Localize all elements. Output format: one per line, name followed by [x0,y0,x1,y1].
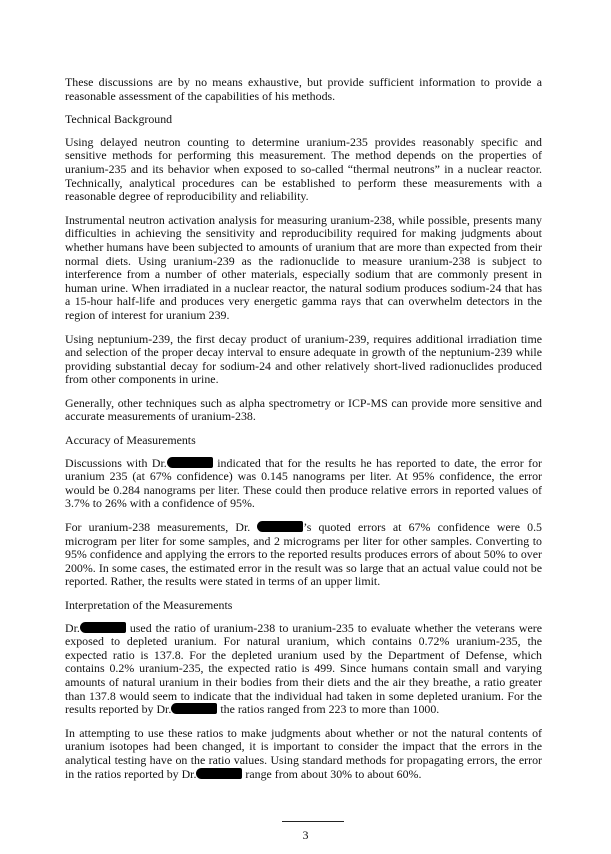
text: For uranium-238 measurements, Dr. [65,520,258,535]
text: Dr. [65,620,80,635]
paragraph: Generally, other techniques such as alpha spectrometry or ICP-MS can provide more sensitive and accurate measurements of uranium-238. [65,395,542,424]
paragraph: Using neptunium-239, the first decay product of uranium-239, requires additional irradiation time and selection of the proper decay interval to ensure adequate in growth of the neptunium-239 while providing substantial decay for sodium-24 and other relatively short-lived radionuclides produced from other components in urine. [65,331,542,387]
paragraph: Using delayed neutron counting to determine uranium-235 provides reasonably specific and sensitive methods for performing this measurement. The method depends on the properties of uranium-235 and its behavior when exposed to so-called “thermal neutrons” in a nuclear reactor. Technically, analytical procedures can be established to perform these measurements with a reasonable degree of reproducibility and reliability. [65,134,542,204]
paragraph [65,727,542,781]
redaction-mark [257,521,303,532]
redaction-mark [167,457,213,468]
page-number: 3 [302,828,309,843]
redaction-mark [80,622,126,633]
paragraph [65,521,542,589]
text: ’s quoted errors at 67% confidence were 0.5 microgram per liter for some samples, and 2 micrograms per liter for other samples. Converting to 95% confidence and applying the errors to the reported results produces errors of about 50% to over 200%. In some cases, the estimated error in the result was so large that an actual value could not be reported. Rather, the results were stated in terms of an upper limit. [65,520,542,589]
text: by Dr. [166,766,197,781]
paragraph [65,457,542,511]
section-heading-interpretation: Interpretation of the Measurements [65,598,233,612]
text: Discussions with Dr. [65,455,167,470]
footer-rule [282,821,344,822]
text: In attempting to use these ratios to make judgments about whether or not the natural contents of uranium isotopes had been changed, it is important to consider the impact that the errors in the analytical testing have on the ratio values. Using standard methods for propagating errors, the error in the ratios reported [65,725,542,781]
text: used the ratio of uranium-238 to uranium-235 to evaluate whether the veterans were exposed to depleted uranium. For natural uranium, which contains 0.72% uranium-235, the expected ratio is 137.8. For the depleted uranium used by the Department of Defense, which contains 0.2% uranium-235, the expected ratio is 499. Since humans contain small and varying amounts of natural uranium in their bodies from their diets and the air they breathe, a ratio greater than 137.8 would seem to indicate that the individual had taken in some depleted uranium. For the results reported by Dr. [65,620,542,717]
section-heading-accuracy: Accuracy of Measurements [65,433,196,448]
paragraph: Instrumental neutron activation analysis for measuring uranium-238, while possible, presents many difficulties in achieving the sensitivity and reproducibility required for making judgments about whether humans have been subjected to amounts of uranium that are more than expected from their normal diets. Using uranium-239 as the radionuclide to measure uranium-238 is subject to interference from a number of other materials, especially sodium that are commonly present in human urine. When irradiated in a nuclear reactor, the natural sodium produces sodium-24 that has a 15-hour half-life and produces very energetic gamma rays that can overwhelm detectors in the region of interest for uranium 239. [65,212,542,322]
text: the ratios ranged from 223 to more than 1000. [217,702,440,717]
redaction-mark [171,703,217,714]
text: indicated that for the results he has reported to date, the error for uranium 235 (at 67% confidence) was 0.145 nanograms per liter. At 95% confidence, the error would be 0.284 nanograms per liter. These could then produce relative errors in reported values of 3.7% to 26% with a confidence of 95%. [65,455,543,511]
document-body [65,0,542,781]
intro-paragraph: These discussions are by no means exhaustive, but provide sufficient information to provide a reasonable assessment of the capabilities of his methods. [65,75,542,103]
paragraph [65,622,542,717]
text: range from about 30% to about 60%. [242,766,422,781]
redaction-mark [196,768,242,779]
page-footer [0,821,611,854]
section-heading-technical-background: Technical Background [65,112,173,127]
